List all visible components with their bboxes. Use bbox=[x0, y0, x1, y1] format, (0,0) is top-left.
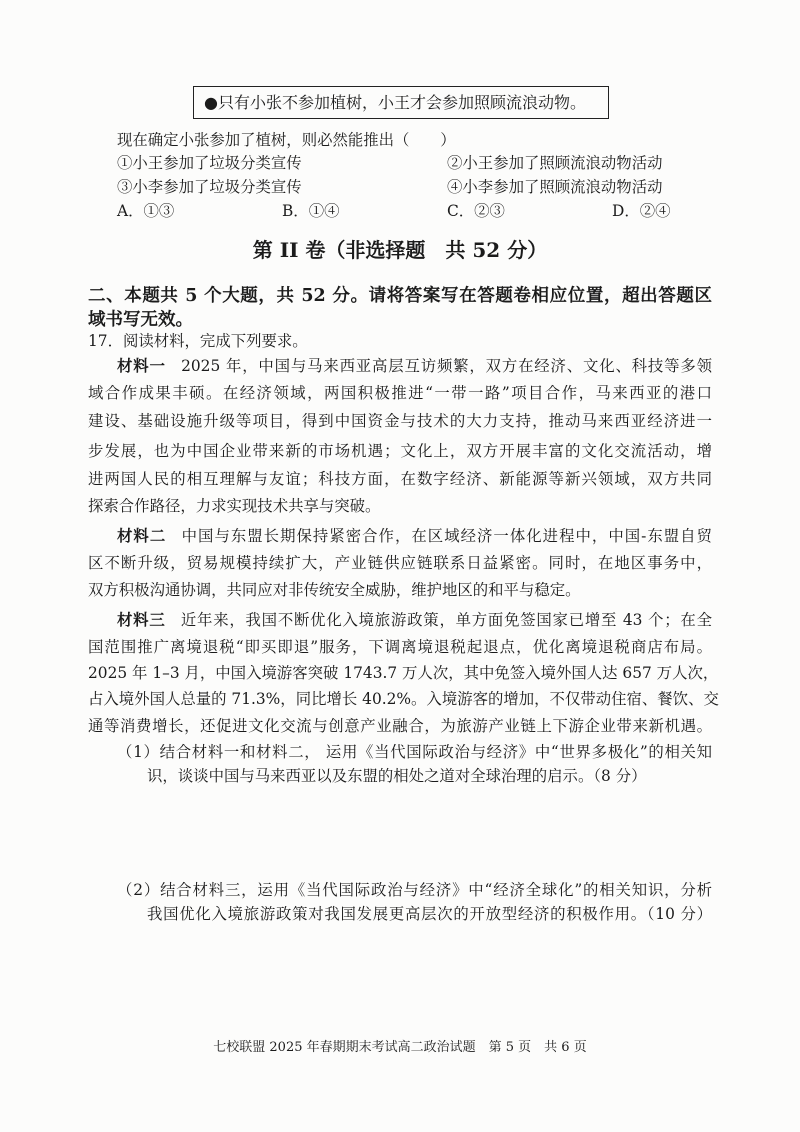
material-3-line: 占入境外国人总量的 71.3%，同比增长 40.2%。入境游客的增加，不仅带动住宿、餐饮、交 bbox=[88, 690, 719, 708]
question-16-stem: 现在确定小张参加了植树，则必然能推出（ ） bbox=[117, 131, 456, 149]
option-2: ②小王参加了照顾流浪动物活动 bbox=[447, 154, 663, 172]
material-2-line: 区不断升级，贸易规模持续扩大，产业链供应链联系日益紧密。同时，在地区事务中， bbox=[88, 554, 712, 572]
material-3-label: 材料三 bbox=[117, 611, 166, 629]
subquestion-1-line: 识，谈谈中国与马来西亚以及东盟的相处之道对全球治理的启示。（8 分） bbox=[147, 767, 647, 785]
material-1-line: 建设、基础设施升级等项目，得到中国资金与技术的大力支持，推动马来西亚经济进一 bbox=[88, 412, 712, 430]
option-3: ③小李参加了垃圾分类宣传 bbox=[117, 178, 302, 196]
material-3-line: 2025 年 1–3 月，中国入境游客突破 1743.7 万人次，其中免签入境外国人达 657 万人次， bbox=[88, 664, 719, 682]
answer-d: D．②④ bbox=[612, 202, 671, 220]
material-1-line: 探索合作路径，力求实现技术共享与突破。 bbox=[88, 497, 381, 515]
material-1-line: 步发展，也为中国企业带来新的市场机遇；文化上，双方开展丰富的文化交流活动，增 bbox=[88, 442, 712, 460]
answer-a: A．①③ bbox=[117, 202, 175, 220]
material-2-text: 中国与东盟长期保持紧密合作，在区域经济一体化进程中，中国-东盟自贸 bbox=[181, 527, 712, 545]
page-footer: 七校联盟 2025 年春期期末考试高二政治试题 第 5 页 共 6 页 bbox=[213, 1040, 587, 1055]
subquestion-2-line: （2）结合材料三，运用《当代国际政治与经济》中“经济全球化”的相关知识，分析 bbox=[117, 881, 712, 899]
premise-box bbox=[193, 86, 609, 119]
option-4: ④小李参加了照顾流浪动物活动 bbox=[447, 178, 663, 196]
material-1-line bbox=[117, 354, 712, 378]
answer-c: C．②③ bbox=[447, 202, 505, 220]
section-instruction-line-2: 域书写无效。 bbox=[88, 310, 193, 330]
question-17-intro: 17．阅读材料，完成下列要求。 bbox=[88, 332, 308, 350]
material-1-line: 进两国人民的相互理解与友谊；科技方面，在数字经济、新能源等新兴领域，双方共同 bbox=[88, 470, 712, 488]
material-1-label: 材料一 bbox=[117, 357, 166, 375]
subquestion-1-line: （1）结合材料一和材料二， 运用《当代国际政治与经济》中“世界多极化”的相关知 bbox=[117, 743, 712, 761]
section-instruction-line-1: 二、本题共 5 个大题，共 52 分。请将答案写在答题卷相应位置，超出答题区 bbox=[88, 286, 712, 306]
material-3-line: 通等消费增长，还促进文化交流与创意产业融合，为旅游产业链上下游企业带来新机遇。 bbox=[88, 717, 712, 735]
material-2-label: 材料二 bbox=[117, 527, 167, 545]
option-1: ①小王参加了垃圾分类宣传 bbox=[117, 154, 302, 172]
material-3-line: 国范围推广离境退税“即买即退”服务，下调离境退税起退点，优化离境退税商店布局。 bbox=[88, 638, 712, 656]
material-3-text: 近年来，我国不断优化入境旅游政策，单方面免签国家已增至 43 个；在全 bbox=[180, 611, 712, 629]
material-1-line: 域合作成果丰硕。在经济领域，两国积极推进“一带一路”项目合作，马来西亚的港口 bbox=[88, 384, 712, 402]
material-3-line bbox=[117, 608, 712, 632]
material-2-line: 双方积极沟通协调，共同应对非传统安全威胁，维护地区的和平与稳定。 bbox=[88, 581, 581, 599]
material-1-text: 2025 年，中国与马来西亚高层互访频繁，双方在经济、文化、科技等多领 bbox=[181, 357, 712, 375]
answer-b: B．①④ bbox=[282, 202, 340, 220]
material-2-line bbox=[117, 524, 712, 548]
premise-statement: ●只有小张不参加植树，小王才会参加照顾流浪动物。 bbox=[204, 93, 586, 112]
subquestion-2-line: 我国优化入境旅游政策对我国发展更高层次的开放型经济的积极作用。（10 分） bbox=[147, 905, 712, 923]
part-2-title: 第 II 卷（非选择题 共 52 分） bbox=[252, 238, 548, 262]
